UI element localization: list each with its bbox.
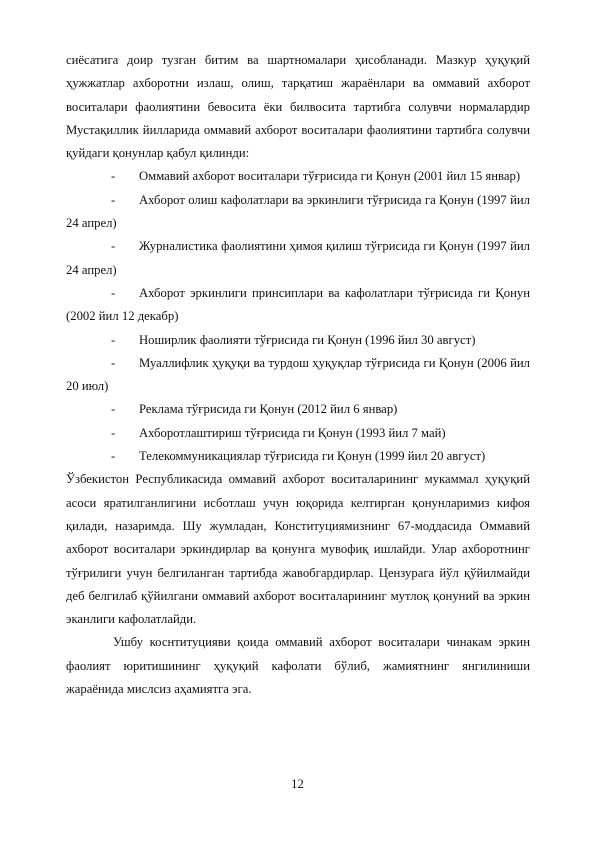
- law-text: Телекоммуникациялар тўғрисида ги Қонун (1999 йил 20 август): [139, 449, 486, 464]
- bullet-dash: -: [111, 449, 116, 464]
- law-item-1: [66, 165, 530, 188]
- law-text: Ахборот эркинлиги принсиплари ва кафолатлари тўғрисида ги Қонун (2002 йил 12 декабр): [66, 285, 530, 324]
- bullet-dash: -: [111, 332, 116, 347]
- bullet-dash: -: [111, 285, 116, 300]
- law-text: Оммавий ахборот воситалари тўғрисида ги Қонун (2001 йил 15 январ): [139, 169, 521, 184]
- conclusion-paragraph: Ушбу коснтитуцияви қоида оммавий ахборот воситалари чинакам эркин фаолият юритишининг ҳуқуқий кафолати бўлиб, жамиятнинг янгилиниши жараёнида мислсиз аҳамиятга эга.: [66, 635, 530, 697]
- bullet-dash: -: [111, 402, 116, 417]
- bullet-dash: -: [111, 239, 116, 254]
- law-text: Реклама тўғрисида ги Қонун (2012 йил 6 январ): [139, 402, 398, 417]
- law-item-9: [66, 445, 530, 468]
- page-number: 12: [291, 777, 304, 791]
- bullet-dash: -: [111, 355, 116, 370]
- law-item-7: [66, 398, 530, 421]
- law-text: Муаллифлик ҳуқуқи ва турдош ҳуқуқлар тўғрисида ги Қонун (2006 йил 20 июл): [66, 355, 530, 394]
- laws-list: [66, 165, 530, 468]
- law-item-2: [66, 189, 530, 236]
- law-text: Журналистика фаолиятини ҳимоя қилиш тўғрисида ги Қонун (1997 йил 24 апрел): [66, 239, 530, 277]
- bullet-dash: -: [111, 425, 116, 440]
- bullet-dash: -: [111, 192, 116, 207]
- bullet-dash: -: [111, 169, 116, 184]
- document-page: [66, 49, 530, 701]
- law-item-3: [66, 235, 530, 282]
- law-item-5: [66, 329, 530, 352]
- law-text: Ахборот олиш кафолатлари ва эркинлиги тўғрисида га Қонун (1997 йил 24 апрел): [66, 192, 530, 231]
- law-text: Ахборотлаштириш тўғрисида ги Қонун (1993 йил 7 май): [139, 425, 446, 440]
- law-item-4: [66, 282, 530, 329]
- intro-paragraph: сиёсатига доир тузган битим ва шартномалари ҳисобланади. Мазкур ҳуқуқий ҳужжатлар ахборотни излаш, олиш, тарқатиш жараёнлари ва оммавий ахборот воситалари фаолиятини бевосита ёки билвосита тартибга солувчи нормалардир Мустақиллик йилларида оммавий ахборот воситалари фаолиятини тартибга солувчи қуйдаги қонунлар қабул қилинди:: [66, 53, 530, 161]
- law-text: Ноширлик фаолияти тўғрисида ги Қонун (1996 йил 30 август): [139, 332, 476, 347]
- constitution-paragraph: Ўзбекистон Республикасида оммавий ахборот воситаларининг мукаммал ҳуқуқий асоси яратилганлигини исботлаш учун юқорида келтирган қонунларимиз кифоя қилади, назаримда. Шу жумладан, Конституциямизнинг 67-моддасида Оммавий ахборот воситалари эркиндирлар ва қонунга мувофиқ ишлайди. Улар ахборотнинг тўғрилиги учун белгиланган тартибда жавобгардирлар. Цензурага йўл қўйилмайди деб белгилаб қўйилгани оммавий ахборот воситаларининг мутлоқ қонуний ва эркин эканлиги кафолатлайди.: [66, 472, 530, 627]
- law-item-8: [66, 422, 530, 445]
- law-item-6: [66, 352, 530, 399]
